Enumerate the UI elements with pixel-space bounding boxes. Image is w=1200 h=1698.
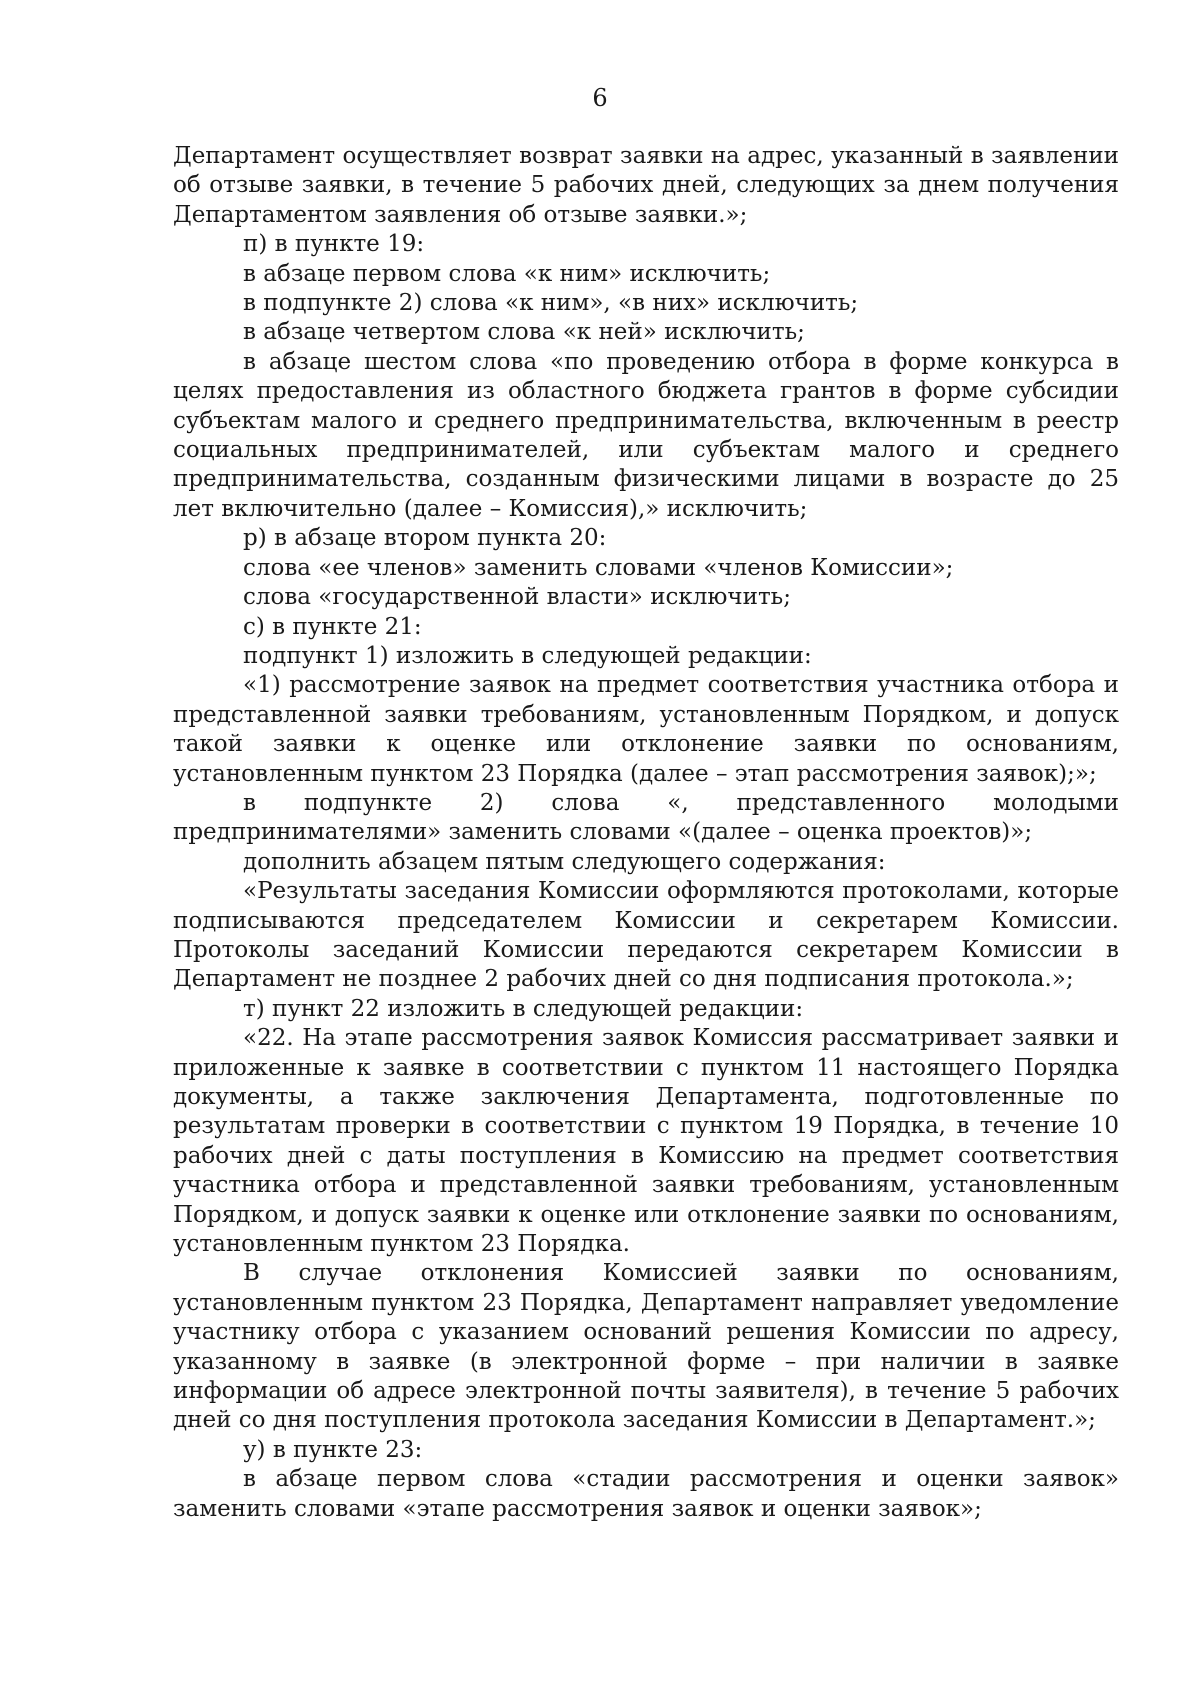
paragraph: Департамент осуществляет возврат заявки на адрес, указанный в заявлении об отзыве заявки, в течение 5 рабочих дней, следующих за днем получения Департаментом заявления об отзыве заявки.»;: [173, 143, 1119, 228]
paragraph: у) в пункте 23:: [243, 1436, 423, 1463]
paragraph: в абзаце первом слова «к ним» исключить;: [243, 260, 771, 287]
paragraph: т) пункт 22 изложить в следующей редакции:: [243, 995, 804, 1022]
page-number: 6: [592, 84, 608, 112]
paragraph: слова «ее членов» заменить словами «членов Комиссии»;: [243, 554, 954, 581]
paragraph: «Результаты заседания Комиссии оформляются протоколами, которые подписываются председателем Комиссии и секретарем Комиссии. Протоколы заседаний Комиссии передаются секретарем Комиссии в Департамент не позднее 2 рабочих дней со дня подписания протокола.»;: [173, 878, 1119, 993]
paragraph: подпункт 1) изложить в следующей редакции:: [243, 642, 812, 669]
paragraph: п) в пункте 19:: [243, 231, 425, 258]
paragraph: «1) рассмотрение заявок на предмет соответствия участника отбора и представленной заявки требованиям, установленным Порядком, и допуск такой заявки к оценке или отклонение заявки по основаниям, установленным пунктом 23 Порядка (далее – этап рассмотрения заявок);»;: [173, 672, 1119, 787]
paragraph: дополнить абзацем пятым следующего содержания:: [243, 848, 886, 875]
paragraph: в подпункте 2) слова «к ним», «в них» исключить;: [243, 290, 859, 317]
paragraph: в абзаце четвертом слова «к ней» исключить;: [243, 319, 805, 346]
paragraph: слова «государственной власти» исключить;: [243, 584, 791, 611]
paragraph: в абзаце первом слова «стадии рассмотрения и оценки заявок» заменить словами «этапе рассмотрения заявок и оценки заявок»;: [173, 1466, 1119, 1522]
paragraph: в подпункте 2) слова «, представленного молодыми предпринимателями» заменить словами «(далее – оценка проектов)»;: [173, 789, 1119, 846]
paragraph: с) в пункте 21:: [243, 613, 422, 640]
paragraph: р) в абзаце втором пункта 20:: [243, 525, 607, 552]
paragraph: В случае отклонения Комиссией заявки по основаниям, установленным пунктом 23 Порядка, Департамент направляет уведомление участнику отбора с указанием оснований решения Комиссии по адресу, указанному в заявке (в электронной форме – при наличии в заявке информации об адресе электронной почты заявителя), в течение 5 рабочих дней со дня поступления протокола заседания Комиссии в Департамент.»;: [173, 1260, 1119, 1434]
paragraph: в абзаце шестом слова «по проведению отбора в форме конкурса в целях предоставления из областного бюджета грантов в форме субсидии субъектам малого и среднего предпринимательства, включенным в реестр социальных предпринимателей, или субъектам малого и среднего предпринимательства, созданным физическими лицами в возрасте до 25 лет включительно (далее – Комиссия),» исключить;: [173, 348, 1119, 522]
document-body: [173, 142, 1119, 1524]
paragraph: «22. На этапе рассмотрения заявок Комиссия рассматривает заявки и приложенные к заявке в соответствии с пунктом 11 настоящего Порядка документы, а также заключения Департамента, подготовленные по результатам проверки в соответствии с пунктом 19 Порядка, в течение 10 рабочих дней с даты поступления в Комиссию на предмет соответствия участника отбора и представленной заявки требованиям, установленным Порядком, и допуск заявки к оценке или отклонение заявки по основаниям, установленным пунктом 23 Порядка.: [173, 1025, 1119, 1258]
